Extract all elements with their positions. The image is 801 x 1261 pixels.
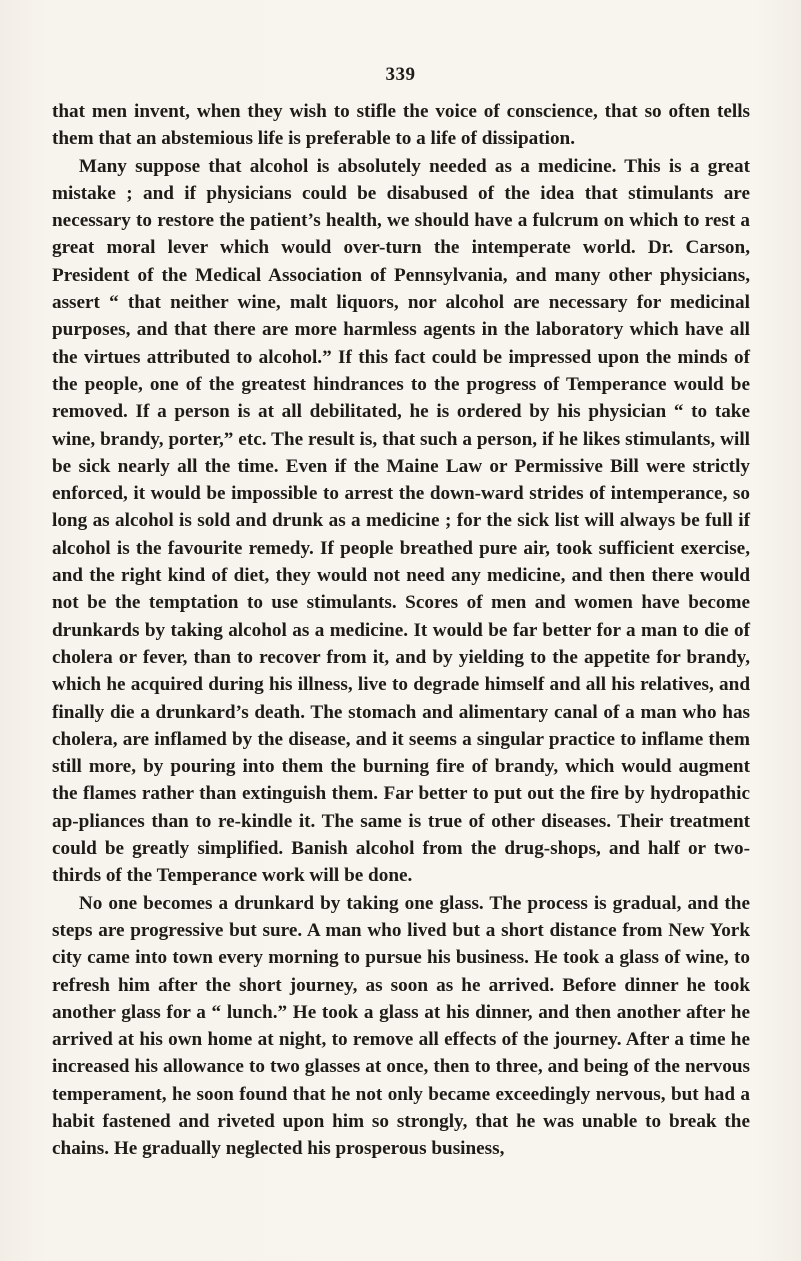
paragraph-alcohol-medicine: Many suppose that alcohol is absolutely needed as a medicine. This is a great mistake ; and if physicians could be disabused of the idea that stimulants are necessary to restore the patient’s health, we should have a fulcrum on which to rest a great moral lever which would over-turn the intemperate world. Dr. Carson, President of the Medical Association of Pennsylvania, and many other physicians, assert “ that neither wine, malt liquors, nor alcohol are necessary for medicinal purposes, and that there are more harmless agents in the laboratory which have all the virtues attributed to alcohol.” If this fact could be impressed upon the minds of the people, one of the greatest hindrances to the progress of Temperance would be removed. If a person is at all debilitated, he is ordered by his physician “ to take wine, brandy, porter,” etc. The result is, that such a person, if he likes stimulants, will be sick nearly all the time. Even if the Maine Law or Permissive Bill were strictly enforced, it would be impossible to arrest the down-ward strides of intemperance, so long as alcohol is sold and drunk as a medicine ; for the sick list will always be full if alcohol is the favourite remedy. If people breathed pure air, took sufficient exercise, and the right kind of diet, they would not need any medicine, and then there would not be the temptation to use stimulants. Scores of men and women have become drunkards by taking alcohol as a medicine. It would be far better for a man to die of cholera or fever, than to recover from it, and by yielding to the appetite for brandy, which he acquired during his illness, live to degrade himself and all his relatives, and finally die a drunkard’s death. The stomach and alimentary canal of a man who has cholera, are inflamed by the disease, and it seems a singular practice to inflame them still more, by pouring into them the burning fire of brandy, which would augment the flames rather than extinguish them. Far better to put out the fire by hydropathic ap-pliances than to re-kindle it. The same is true of other diseases. Their treatment could be greatly simplified. Banish alcohol from the drug-shops, and half or two-thirds of the Temperance work will be done. [52, 155, 750, 887]
paragraph-continuation: that men invent, when they wish to stifle the voice of conscience, that so often tells them that an abstemious life is preferable to a life of dissipation. [52, 101, 750, 150]
body-text [52, 98, 750, 1163]
paragraph-drunkard-process: No one becomes a drunkard by taking one glass. The process is gradual, and the steps are progressive but sure. A man who lived but a short distance from New York city came into town every morning to pursue his business. He took a glass of wine, to refresh him after the short journey, as soon as he arrived. Before dinner he took another glass for a “ lunch.” He took a glass at his dinner, and then another after he arrived at his own home at night, to remove all effects of the journey. After a time he increased his allowance to two glasses at once, then to three, and being of the nervous temperament, he soon found that he not only became exceedingly nervous, but had a habit fastened and riveted upon him so strongly, that he was unable to break the chains. He gradually neglected his prosperous business, [52, 892, 750, 1160]
page-number: 339 [385, 64, 416, 85]
